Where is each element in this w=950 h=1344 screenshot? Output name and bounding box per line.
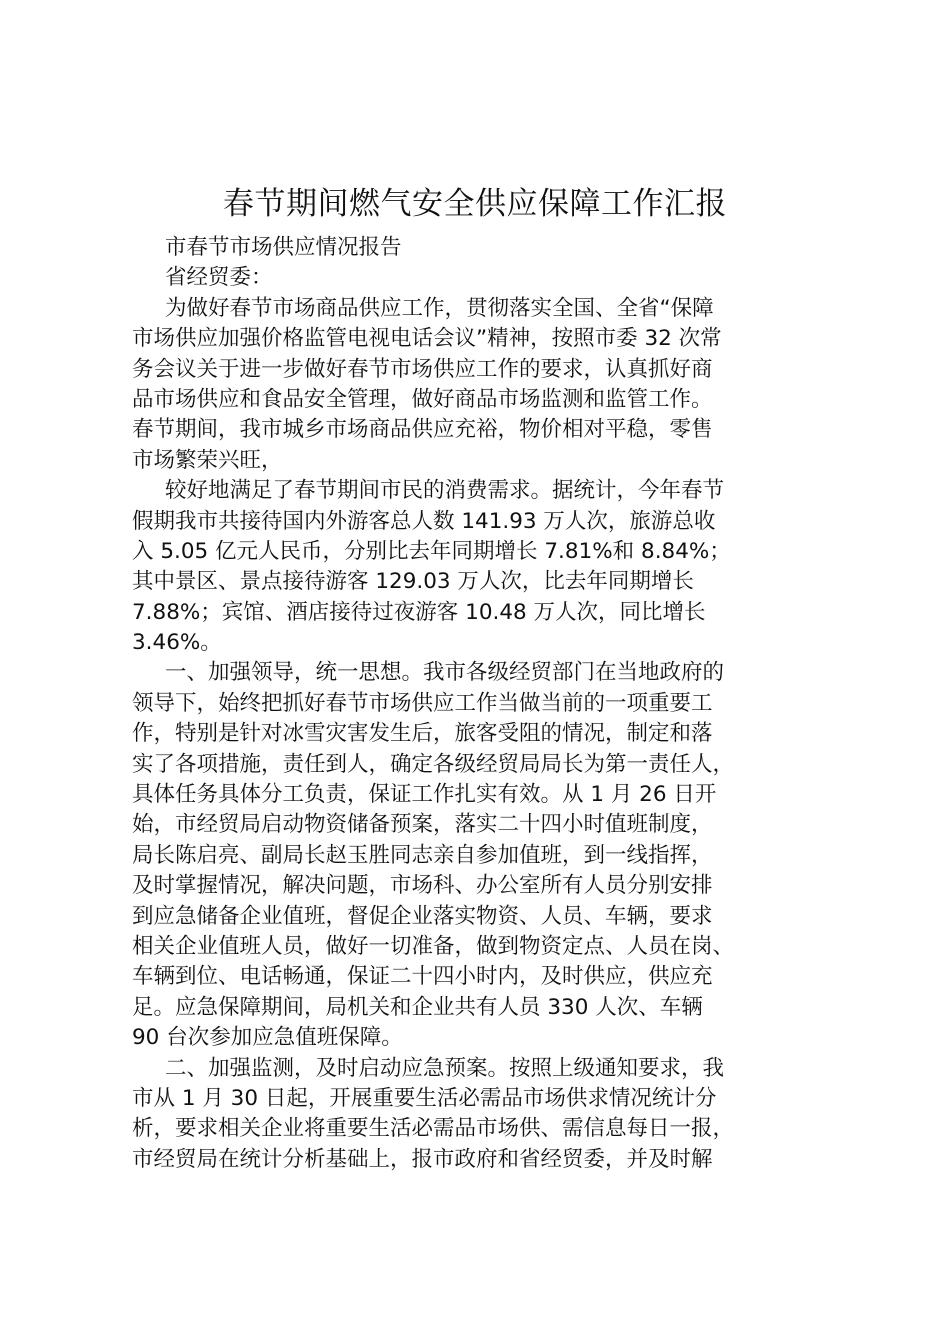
text-line: 3.46%。 [132,630,222,656]
text-line: 始，市经贸局启动物资储备预案，落实二十四小时值班制度， [132,812,713,838]
document-body [132,233,832,1175]
text-line: 作，特别是针对冰雪灾害发生后，旅客受阻的情况，制定和落 [132,721,713,747]
text-line: 局长陈启亮、副局长赵玉胜同志亲自参加值班，到一线指挥， [132,842,713,868]
text-line: 车辆到位、电话畅通，保证二十四小时内，及时供应，供应充 [132,964,713,990]
text-line: 具体任务具体分工负责，保证工作扎实有效。从 1 月 26 日开 [132,782,717,808]
text-line: 领导下，始终把抓好春节市场供应工作当做当前的一项重要工 [132,690,713,716]
text-line: 品市场供应和食品安全管理，做好商品市场监测和监管工作。 [132,386,713,412]
text-line: 到应急储备企业值班，督促企业落实物资、人员、车辆，要求 [132,903,713,929]
text-line: 市经贸局在统计分析基础上，报市政府和省经贸委，并及时解 [132,1146,713,1172]
text-line: 假期我市共接待国内外游客总人数 141.93 万人次，旅游总收 [132,508,716,534]
text-line: 一、加强领导，统一思想。我市各级经贸部门在当地政府的 [165,660,725,686]
text-line: 90 台次参加应急值班保障。 [132,1025,403,1051]
text-line: 务会议关于进一步做好春节市场供应工作的要求，认真抓好商 [132,356,713,382]
text-line: 市场供应加强价格监管电视电话会议”精神，按照市委 32 次常 [132,326,722,352]
text-line: 市春节市场供应情况报告 [165,235,402,260]
text-line: 较好地满足了春节期间市民的消费需求。据统计，今年春节 [165,478,725,504]
text-line: 省经贸委： [165,265,273,291]
text-line: 实了各项措施，责任到人，确定各级经贸局局长为第一责任人， [132,751,735,777]
text-line: 析，要求相关企业将重要生活必需品市场供、需信息每日一报， [132,1116,735,1142]
text-line: 春节期间，我市城乡市场商品供应充裕，物价相对平稳，零售 [132,417,713,443]
text-line: 为做好春节市场商品供应工作，贯彻落实全国、全省“保障 [165,295,714,321]
text-line: 市场繁荣兴旺， [132,447,283,473]
text-line: 其中景区、景点接待游客 129.03 万人次，比去年同期增长 [132,569,694,595]
document-title: 春节期间燃气安全供应保障工作汇报 [223,186,727,222]
text-line: 市从 1 月 30 日起，开展重要生活必需品市场供求情况统计分 [132,1085,717,1111]
text-line: 7.88%；宾馆、酒店接待过夜游客 10.48 万人次，同比增长 [132,599,706,625]
text-line: 相关企业值班人员，做好一切准备，做到物资定点、人员在岗、 [132,933,735,959]
text-line: 及时掌握情况，解决问题，市场科、办公室所有人员分别安排 [132,873,713,899]
text-line: 入 5.05 亿元人民币，分别比去年同期增长 7.81%和 8.84%； [132,538,731,564]
text-line: 足。应急保障期间，局机关和企业共有人员 330 人次、车辆 [132,994,703,1020]
text-line: 二、加强监测，及时启动应急预案。按照上级通知要求，我 [165,1055,725,1081]
